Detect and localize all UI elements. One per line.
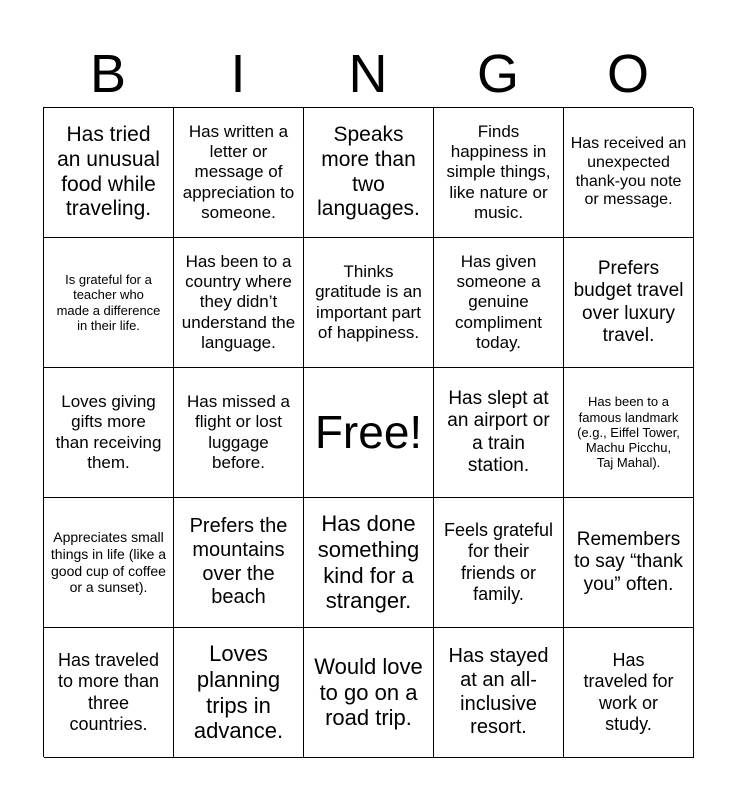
cell-text: Feels grateful for their friends or family. [443, 520, 554, 604]
cell-text: Appreciates small things in life (like a good cup of coffee or a sunset). [50, 529, 167, 596]
bingo-cell-r4c2[interactable] [174, 498, 304, 628]
header-letter-o: O [606, 44, 649, 104]
bingo-cell-r4c1[interactable] [44, 498, 174, 628]
header-letter-b: B [89, 44, 127, 104]
cell-text: Has been to a famous landmark (e.g., Eiffel Tower, Machu Picchu, Taj Mahal). [577, 394, 680, 471]
cell-text: Prefers the mountains over the beach [189, 515, 288, 609]
bingo-cell-free[interactable] [304, 368, 434, 498]
cell-text: Speaks more than two languages. [317, 122, 420, 221]
bingo-cell-r4c5[interactable] [564, 498, 694, 628]
bingo-cell-r2c4[interactable] [434, 238, 564, 368]
bingo-cell-r1c5[interactable] [564, 108, 694, 238]
cell-text: Has traveled for work or study. [583, 650, 674, 734]
bingo-cell-r2c1[interactable] [44, 238, 174, 368]
cell-text: Thinks gratitude is an important part of happiness. [315, 262, 422, 342]
bingo-cell-r2c2[interactable] [174, 238, 304, 368]
cell-text: Has been to a country where they didn’t understand the language. [181, 252, 296, 352]
cell-text: Has stayed at an all-inclusive resort. [448, 645, 549, 739]
cell-text: Has slept at an airport or a train station. [447, 387, 550, 476]
bingo-cell-r1c2[interactable] [174, 108, 304, 238]
bingo-cell-r1c3[interactable] [304, 108, 434, 238]
cell-text: Finds happiness in simple things, like nature or music. [446, 122, 551, 222]
cell-text: Has received an unexpected thank-you note or message. [570, 134, 687, 209]
cell-text: Has missed a flight or lost luggage before. [187, 392, 290, 472]
cell-text: Loves giving gifts more than receiving them. [55, 392, 162, 472]
bingo-cell-r1c1[interactable] [44, 108, 174, 238]
bingo-cell-r5c3[interactable] [304, 628, 434, 758]
bingo-header [43, 40, 693, 108]
free-space-text: Free! [314, 406, 423, 459]
cell-text: Would love to go on a road trip. [314, 653, 423, 731]
cell-text: Has given someone a genuine compliment today. [455, 252, 542, 352]
bingo-cell-r1c4[interactable] [434, 108, 564, 238]
bingo-cell-r4c4[interactable] [434, 498, 564, 628]
cell-text: Prefers budget travel over luxury travel. [573, 257, 684, 346]
cell-text: Remembers to say “thank you” often. [574, 528, 683, 595]
bingo-cell-r3c2[interactable] [174, 368, 304, 498]
bingo-cell-r5c4[interactable] [434, 628, 564, 758]
cell-text: Has traveled to more than three countries. [57, 650, 160, 734]
bingo-cell-r3c5[interactable] [564, 368, 694, 498]
cell-text: Loves planning trips in advance. [193, 640, 284, 744]
header-letter-g: G [476, 44, 519, 104]
cell-text: Has done something kind for a stranger. [317, 510, 420, 614]
bingo-cell-r4c3[interactable] [304, 498, 434, 628]
bingo-cell-r5c2[interactable] [174, 628, 304, 758]
header-letter-n: N [348, 44, 388, 104]
bingo-cell-r5c5[interactable] [564, 628, 694, 758]
bingo-cell-r5c1[interactable] [44, 628, 174, 758]
cell-text: Has tried an unusual food while traveling. [57, 122, 160, 221]
bingo-card-grid [43, 107, 693, 757]
header-letter-i: I [230, 44, 246, 104]
cell-text: Is grateful for a teacher who made a difference in their life. [56, 271, 161, 333]
cell-text: Has written a letter or message of appreciation to someone. [182, 122, 295, 222]
bingo-cell-r2c5[interactable] [564, 238, 694, 368]
bingo-cell-r3c1[interactable] [44, 368, 174, 498]
bingo-cell-r2c3[interactable] [304, 238, 434, 368]
bingo-cell-r3c4[interactable] [434, 368, 564, 498]
